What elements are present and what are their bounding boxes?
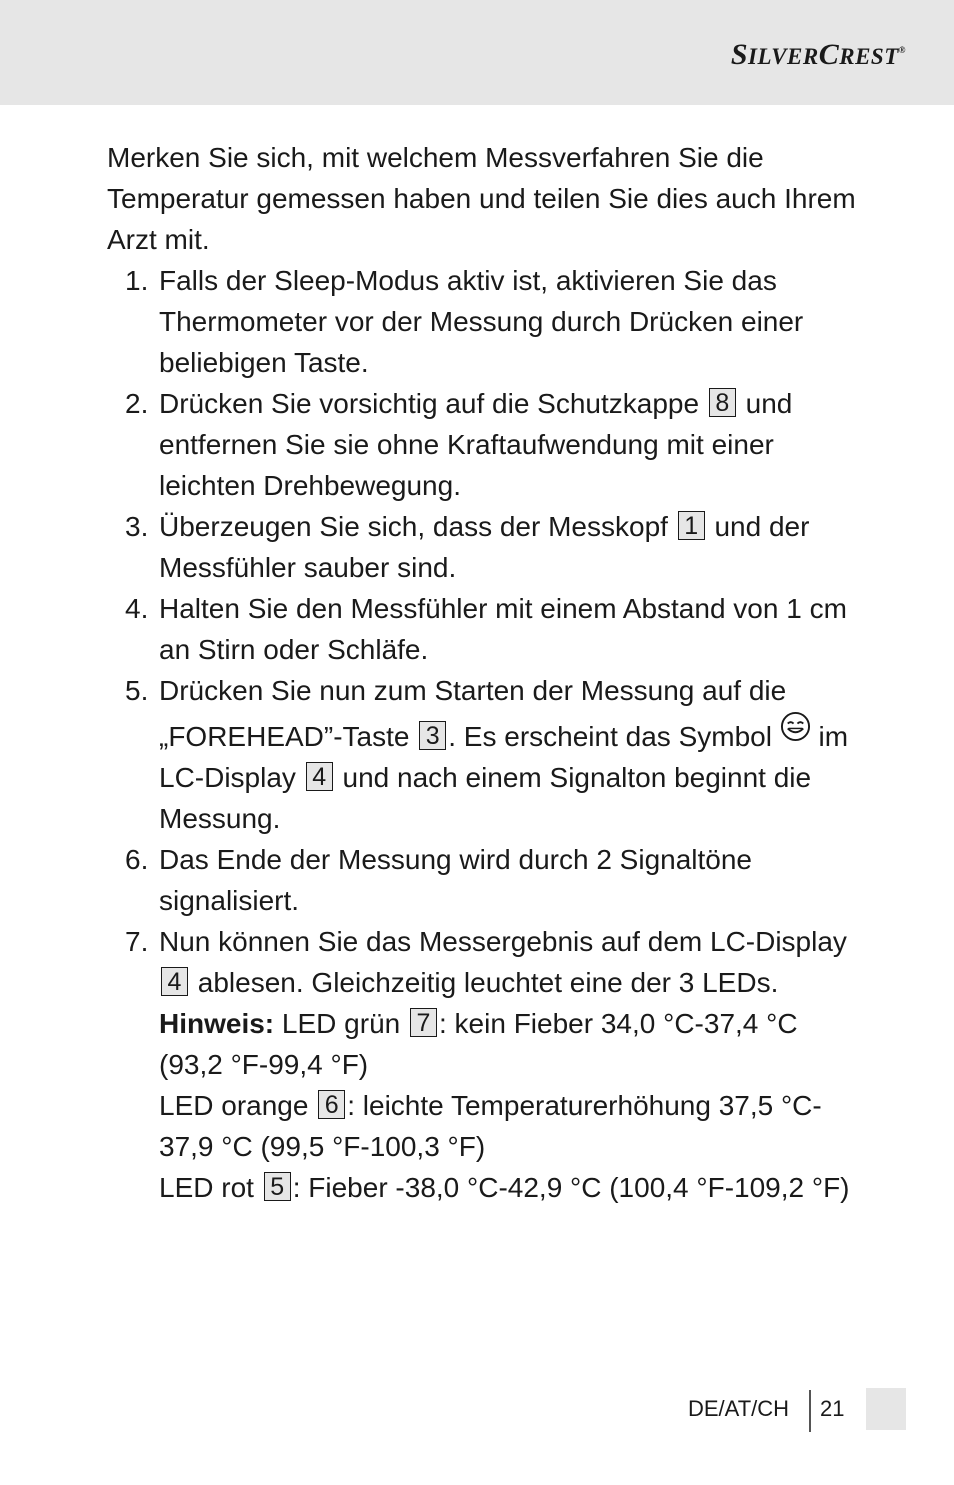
forehead-smiley-icon [780,711,811,742]
step-number: 7. [125,926,149,957]
silvercrest-logo: SILVERCREST® [730,38,906,71]
footer-language-codes: DE/AT/CH [688,1396,790,1421]
footer-divider [809,1390,811,1432]
steps-list [107,260,867,1208]
page-content [107,137,867,1208]
part-ref-protective-cap: 8 [709,388,736,417]
step-4 [107,588,867,670]
step-2: 2. Drücken Sie vorsichtig auf die Schutzkappe 8 und entfernen Sie sie ohne Kraftaufwendung mit einer leichten Drehbewegung. [107,383,867,506]
intro-paragraph: Merken Sie sich, mit welchem Messverfahren Sie die Temperatur gemessen haben und teilen Sie dies auch Ihrem Arzt mit. [107,142,856,255]
step-1 [107,260,867,383]
step-text: Falls der Sleep-Modus aktiv ist, aktivieren Sie das Thermometer vor der Messung durch Drücken einer beliebigen Taste. [159,265,804,378]
step-5: 5. Drücken Sie nun zum Starten der Messung auf die „FOREHEAD”-Taste 3 . Es erscheint das Symbol im LC-Display 4 und nach einem Signalton beginnt die Messung. [107,670,867,839]
step-7: 7. Nun können Sie das Messergebnis auf dem LC-Display 4 ablesen. Gleichzeitig leuchtet eine der 3 LEDs. Hinweis: LED grün 7 : kein Fieber 34,0 °C-37,4 °C (93,2 °F-99,4 °F) LED orange 6 : leichte Temperaturerhöhung 37,5 °C-37,9 °C (99,5 °F-100,3 °F) LED rot 5 : Fieber -38,0 °C-42,9 °C (100,4 °F-109,2 °F) [107,921,867,1208]
part-ref-lc-display: 4 [161,967,188,996]
part-ref-forehead-button: 3 [419,721,446,750]
hint-label: Hinweis: [159,1008,275,1039]
step-number: 2. [125,388,149,419]
page-header [0,0,954,105]
part-ref-led-red: 5 [264,1172,291,1201]
part-ref-led-orange: 6 [318,1090,345,1119]
footer-tab-marker [866,1388,906,1430]
part-ref-measuring-head: 1 [678,511,705,540]
step-3: 3. Überzeugen Sie sich, dass der Messkopf 1 und der Messfühler sauber sind. [107,506,867,588]
step-text: Halten Sie den Messfühler mit einem Abstand von 1 cm an Stirn oder Schläfe. [159,593,847,665]
step-text: Das Ende der Messung wird durch 2 Signaltöne signalisiert. [159,844,753,916]
page-number: 21 [820,1396,845,1421]
step-6 [107,839,867,921]
step-number: 6. [125,844,149,875]
step-number: 5. [125,675,149,706]
step-number: 3. [125,511,149,542]
part-ref-led-green: 7 [410,1008,437,1037]
step-number: 4. [125,593,149,624]
part-ref-lc-display: 4 [306,762,333,791]
step-number: 1. [125,265,149,296]
